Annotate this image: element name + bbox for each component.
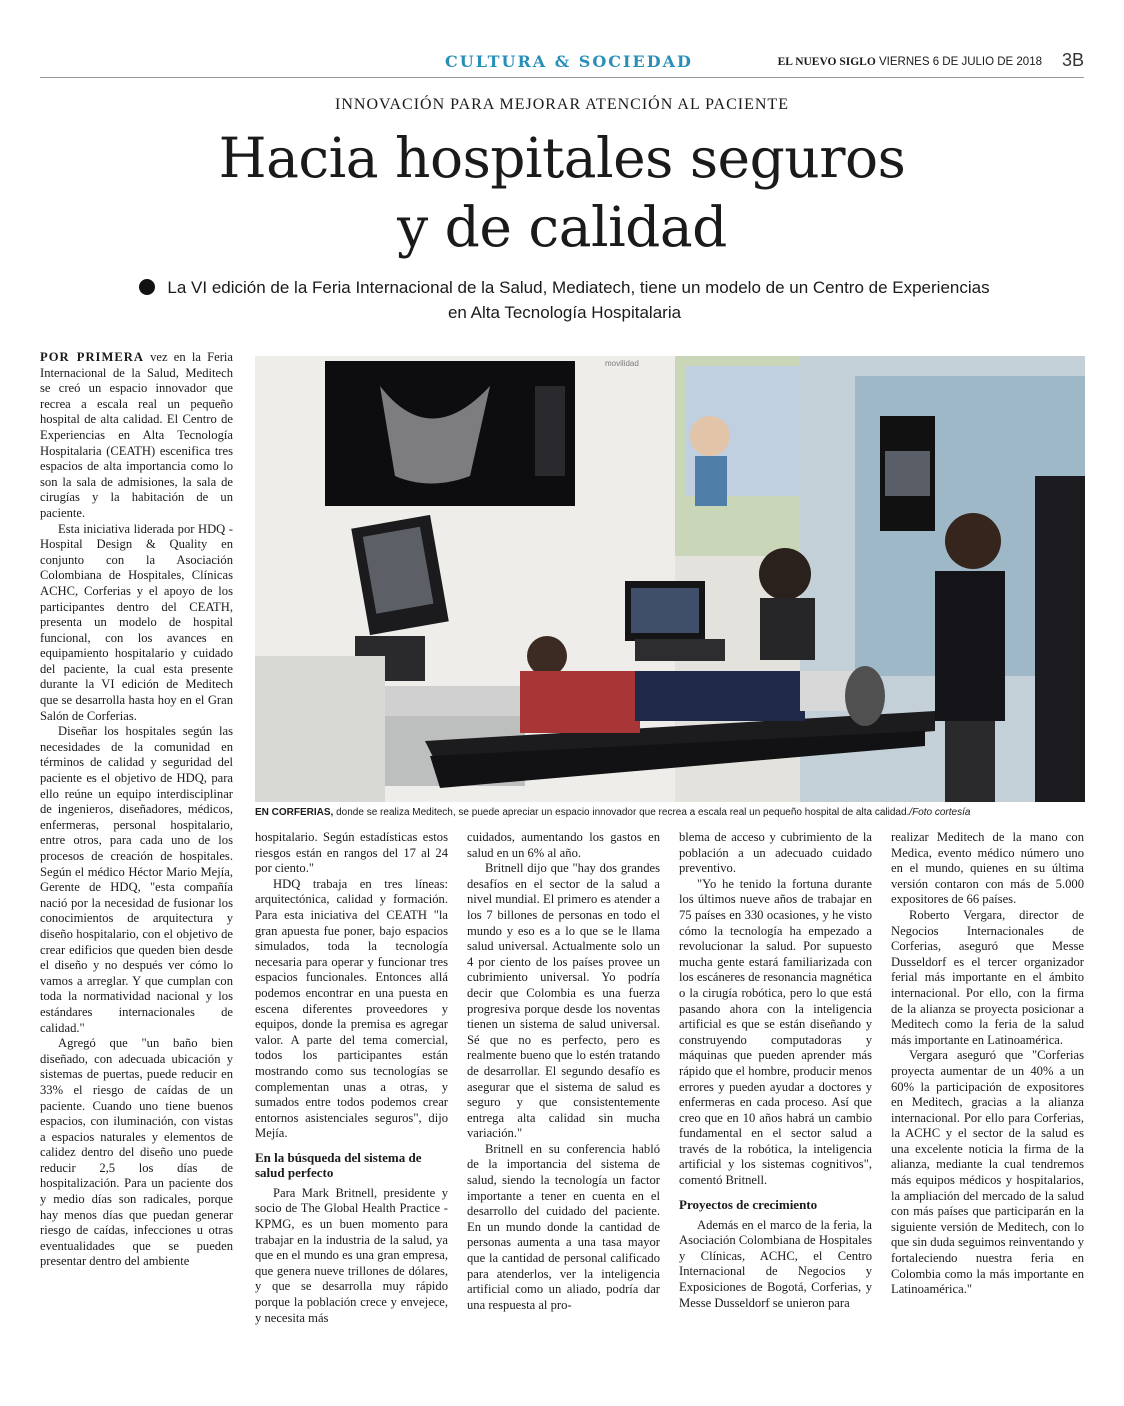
paragraph: Para Mark Britnell, presidente y socio de The Global Health Practice - KPMG, es un buen momento para trabajar en la industria de la salud, ya que en el mundo es una gran empresa, que genera nueve trillones de dólares, y que se desarrolla muy rápido porque la población crece y envejece, y necesita más <box>255 1185 448 1325</box>
headline <box>0 124 1124 262</box>
paragraph: HDQ trabaja en tres líneas: arquitectónica, calidad y formación. Para esta iniciativa del CEATH "la gran apuesta fue poner, bajo espacios simulados, toda la tecnología necesaria para operar y funcionar tres espacios funcionales. Entonces allá podemos encontrar en una puesta en escena diferentes proveedores y equipos, donde la premisa es agregar valor. A parte del tema comercial, todos los participantes están mostrando como sus tecnologías se complementan unas a otras, y sumados entre todos podemos crear entornos asistenciales seguros", dijo Mejía. <box>255 876 448 1141</box>
paragraph <box>40 350 233 522</box>
section-title: CULTURA & SOCIEDAD <box>445 52 693 71</box>
paragraph: Además en el marco de la feria, la Asociación Colombiana de Hospitales y Clínicas, ACHC, el Centro Internacional de Negocios y Exposiciones de Bogotá, Corferias, y Messe Dusseldorf se unieron para <box>679 1217 872 1310</box>
issue-date: VIERNES 6 DE JULIO DE 2018 <box>879 56 1042 68</box>
paragraph: realizar Meditech de la mano con Medica, evento médico número uno en el mundo, quienes en su última versión contaron con más de 5.000 expositores de 66 países. <box>891 830 1084 907</box>
paragraph: Agregó que "un baño bien diseñado, con adecuada ubicación y sistemas de puertas, puede reducir en 33% el riesgo de caídas de un paciente. Cuando uno tiene buenos espacios, con iluminación, con vistas a espacios naturales y elementos de calidez dentro del diseño uno puede reducir 2,5 los días de hospitalización. Para un paciente dos y medio días son radicales, porque hay menos días que puedan generar riesgo de caídas, infecciones u otras eventualidades que se pueden presentar dentro del ambiente <box>40 1036 233 1269</box>
paper-name: EL NUEVO SIGLO <box>777 56 876 68</box>
deck <box>85 276 1044 325</box>
paragraph: cuidados, aumentando los gastos en salud en un 6% al año. <box>467 830 660 860</box>
page-number: 3B <box>1061 50 1084 70</box>
column-4 <box>679 830 872 1370</box>
photo-credit: /Foto cortesía <box>909 807 971 818</box>
deck-line-2: en Alta Tecnología Hospitalaria <box>447 302 682 322</box>
paragraph: Diseñar los hospitales según las necesidades de la comunidad en términos de calidad y seguridad del paciente es el objetivo de HDQ, para ello reúne un equipo interdisciplinar de ingenieros, diseñadores, médicos, enfermeras, personal hospitalario, entre otros, para cada uno de los procesos de creación de hospitales. Según el médico Héctor Mario Mejía, Gerente de HDQ, "esta compañía nació por la necesidad de fusionar los conocimientos de arquitectura y diseño hospitalario, con el objetivo de crear edificios que queden bien desde el diseño y no después ver cómo lo vamos a arreglar. Y que cumplan con toda la normatividad nacional y los estándares internacionales de calidad." <box>40 724 233 1035</box>
paragraph: Esta iniciativa liderada por HDQ - Hospital Design & Quality en conjunto con la Asociación Colombiana de Hospitales, Clínicas ACHC, Corferias y el apoyo de los participantes dentro del CEATH, presenta un modelo de hospital funcional, con los avances en equipamiento hospitalario y cuidado del paciente, la cual esta presente durante la VI edición de Meditech que se desarrolla hasta hoy en el Gran Salón de Corferias. <box>40 521 233 723</box>
subheading: Proyectos de crecimiento <box>679 1196 818 1212</box>
paragraph-text: vez en la Feria Internacional de la Salud, Meditech se creó un espacio innovador que recrea a escala real un pequeño hospital de alta calidad. El Centro de Experiencias en Alta Tecnología Hospitalaria (CEATH) escenifica tres espacios de alta importancia como lo son la sala de admisiones, la sala de cirugías y la habitación de un paciente. <box>40 350 233 520</box>
header-rule <box>40 77 1084 78</box>
paragraph: Roberto Vergara, director de Negocios Internacionales de Corferias, aseguró que Messe Dusseldorf es el tercer organizador ferial más importante en el ámbito internacional. Por ello, con la firma de la alianza se proyecta posicionar a Meditech como la feria de la salud más importante en Latinoamérica. <box>891 907 1084 1047</box>
caption-text: donde se realiza Meditech, se puede apreciar un espacio innovador que recrea a escala real un pequeño hospital de alta calidad. <box>333 807 910 818</box>
subheading: En la búsqueda del sistema de salud perfecto <box>255 1149 422 1180</box>
lead-in: POR PRIMERA <box>40 350 144 364</box>
paragraph: Britnell dijo que "hay dos grandes desafíos en el sector de la salud a nivel mundial. El primero es atender a los 7 billones de personas en todo el mundo y eso es a lo que se le llama salud universal. Actualmente solo un 4 por ciento de los países provee un cubrimiento universal. Yo podría decir que Colombia es una fuerza progresiva porque desde los noventas tienen un sistema de salud universal. Sé que no es perfecto, pero es realmente bueno que lo estén tratando de desarrollar. El segundo desafío es asegurar que el sistema de salud es seguro y que consistentemente entrega alta calidad sin mucha variación." <box>467 861 660 1141</box>
headline-line-1: Hacia hospitales seguros <box>218 126 906 190</box>
column-3 <box>467 830 660 1370</box>
paragraph: hospitalario. Según estadísticas estos riesgos están en rangos del 17 al 24 por ciento." <box>255 830 448 876</box>
kicker: INNOVACIÓN PARA MEJORAR ATENCIÓN AL PACIENTE <box>335 96 789 113</box>
photo-caption <box>255 806 1085 820</box>
caption-lead: EN CORFERIAS, <box>255 807 334 818</box>
column-5 <box>891 830 1084 1370</box>
paper-info <box>778 56 1042 68</box>
paragraph: blema de acceso y cubrimiento de la población a un adecuado cuidado preventivo. <box>679 830 872 876</box>
column-2 <box>255 830 448 1370</box>
article-photo <box>255 356 1085 802</box>
photo-illustration <box>255 356 1085 802</box>
paragraph: Britnell en su conferencia habló de la importancia del sistema de salud, siendo la tecnología un factor importante a tener en cuenta en el desarrollo del cuidado del paciente. En un mundo donde la cantidad de personas aumenta a una tasa mayor que la cantidad de personal calificado para atenderlos, ver la inteligencia artificial como un aliado, podría dar una respuesta al pro- <box>467 1141 660 1312</box>
bullet-icon <box>139 279 155 295</box>
headline-line-2: y de calidad <box>397 194 727 259</box>
screen-sign: movilidad <box>605 359 639 368</box>
deck-line-1: La VI edición de la Feria Internacional de la Salud, Mediatech, tiene un modelo de un Centro de Experiencias <box>167 278 990 297</box>
paragraph: Vergara aseguró que "Corferias proyecta aumentar de un 40% a un 60% la participación de expositores en Meditech, gracias a la alianza internacional. Por ello para Corferias, la ACHC y el sector de la salud es una excelente noticia la firma de la alianza, mediante la cual tendremos más equipos médicos y hospitalarios, la ampliación del mercado de la salud con más países que participarán en la siguiente versión de Meditech, con lo que sin duda seguimos reinventando y fortaleciendo nuestra feria en Colombia como la más importante en Latinoamérica." <box>891 1048 1084 1297</box>
page-header <box>40 50 1084 76</box>
paragraph: "Yo he tenido la fortuna durante los últimos nueve años de trabajar en 75 países en 330 ocasiones, y he visto cómo la tecnología ha empezado a revolucionar la salud. Por supuesto mucha gente estará familiarizada con los escáneres de resonancia magnética o la cirugía robótica, pero lo que está pasando ahora con la inteligencia artificial es que se están diseñando y construyendo computadoras y máquinas que pueden aprender más rápido que el hombre, producir menos errores y pueden ayudar a doctores y enfermeras en cada proceso. Así que creo que en 10 años habrá un cambio fundamental en el sector salud a través de la robótica, la inteligencia artificial y los sistemas cognitivos", comentó Britnell. <box>679 876 872 1188</box>
column-1 <box>40 350 233 1370</box>
